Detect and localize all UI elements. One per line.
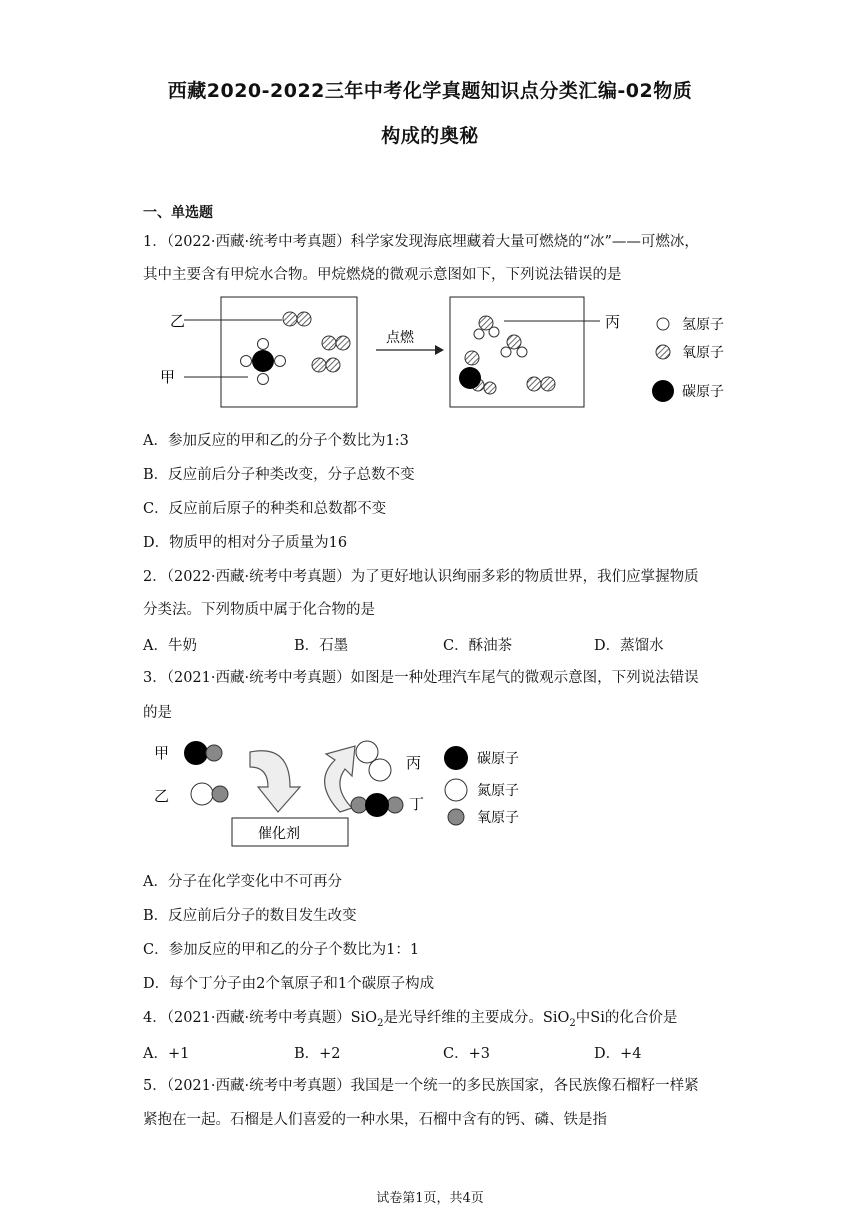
q4-stem-pre: 4．（2021·西藏·统考中考真题）SiO (143, 1010, 378, 1026)
q1-label-bing: 丙 (605, 313, 621, 331)
o2-molecule (283, 312, 311, 326)
q1-label-yi: 乙 (170, 312, 186, 330)
q3-legend-n: 氮原子 (477, 783, 519, 799)
q1-option-d: D．物质甲的相对分子质量为16 (143, 535, 348, 551)
legend-hydrogen-icon (657, 318, 669, 330)
q3-option-a: A．分子在化学变化中不可再分 (143, 874, 342, 890)
q4-stem-sub2: 2 (569, 1017, 576, 1029)
h2o-molecule (474, 316, 499, 339)
q5-stem-line2: 紧抱在一起。石榴是人们喜爱的一种水果，石榴中含有的钙、磷、铁是指 (143, 1112, 607, 1128)
page-footer: 试卷第1页，共4页 (376, 1191, 484, 1206)
q4-stem-mid: 是光导纤维的主要成分。SiO (383, 1010, 570, 1026)
q1-legend-h: 氢原子 (682, 317, 724, 333)
q4-option-a: A．+1 (143, 1046, 190, 1062)
q2-option-c: C．酥油茶 (443, 638, 513, 654)
n2-molecule (356, 741, 391, 781)
q1-stem-line2: 其中主要含有甲烷水合物。甲烷燃烧的微观示意图如下，下列说法错误的是 (143, 267, 622, 283)
q3-option-c: C．参加反应的甲和乙的分子个数比为1：1 (143, 942, 420, 958)
q4-option-c: C．+3 (443, 1046, 490, 1062)
q3-legend-c: 碳原子 (477, 751, 519, 767)
q3-label-ding: 丁 (409, 795, 425, 813)
q3-catalyst-diagram (150, 732, 590, 852)
o2-molecule (322, 336, 350, 350)
section-heading: 一、单选题 (143, 205, 213, 221)
q4-stem (143, 1008, 677, 1034)
q3-option-d: D．每个丁分子由2个氧原子和1个碳原子构成 (143, 976, 435, 992)
document-title-line1: 西藏2020-2022三年中考化学真题知识点分类汇编-02物质 (167, 80, 693, 102)
q3-catalyst-label: 催化剂 (258, 826, 300, 842)
q3-option-b: B．反应前后分子的数目发生改变 (143, 908, 357, 924)
q3-label-bing: 丙 (406, 754, 422, 772)
q1-legend-o: 氧原子 (682, 345, 724, 361)
q2-option-a: A．牛奶 (143, 638, 197, 654)
q3-stem-line1: 3．（2021·西藏·统考中考真题）如图是一种处理汽车尾气的微观示意图，下列说法错误 (143, 670, 699, 686)
q4-option-d: D．+4 (594, 1046, 642, 1062)
co-molecule (184, 741, 222, 765)
q5-stem-line1: 5．（2021·西藏·统考中考真题）我国是一个统一的多民族国家，各民族像石榴籽一样紧 (143, 1078, 699, 1094)
q2-stem-line1: 2．（2022·西藏·统考中考真题）为了更好地认识绚丽多彩的物质世界，我们应掌握物质 (143, 569, 699, 585)
legend-nitrogen-icon (445, 779, 467, 801)
o2-molecule (312, 358, 340, 372)
q1-arrow-label: 点燃 (386, 330, 414, 346)
q3-stem-line2: 的是 (143, 705, 172, 721)
curved-arrow-up-icon (325, 746, 355, 812)
legend-carbon-icon (652, 380, 674, 402)
q3-label-yi: 乙 (154, 787, 170, 805)
legend-oxygen-icon (448, 809, 464, 825)
q1-label-jia: 甲 (160, 368, 176, 386)
o2-molecule (465, 351, 479, 365)
q4-stem-post: 中Si的化合价是 (575, 1010, 678, 1026)
q2-option-d: D．蒸馏水 (594, 638, 664, 654)
document-title-line2: 构成的奥秘 (381, 125, 479, 147)
q1-option-b: B．反应前后分子种类改变，分子总数不变 (143, 467, 415, 483)
q3-legend-o: 氧原子 (477, 810, 519, 826)
q4-stem-sub1: 2 (377, 1017, 384, 1029)
co2-molecule (351, 793, 403, 817)
o2-molecule (527, 377, 555, 391)
q1-option-c: C．反应前后原子的种类和总数都不变 (143, 501, 387, 517)
q1-reaction-diagram (150, 290, 750, 415)
q4-option-b: B．+2 (294, 1046, 341, 1062)
legend-oxygen-icon (656, 345, 670, 359)
q1-stem-line1: 1．（2022·西藏·统考中考真题）科学家发现海底埋藏着大量可燃烧的“冰”——可燃冰， (143, 234, 699, 250)
ch4-molecule (241, 339, 286, 385)
q2-option-b: B．石墨 (294, 638, 349, 654)
no-molecule (191, 783, 228, 805)
legend-carbon-icon (444, 746, 468, 770)
q2-stem-line2: 分类法。下列物质中属于化合物的是 (143, 602, 375, 618)
h2o-molecule (501, 335, 527, 357)
q3-label-jia: 甲 (154, 744, 170, 762)
curved-arrow-down-icon (250, 751, 300, 812)
q1-option-a: A．参加反应的甲和乙的分子个数比为1:3 (143, 433, 409, 449)
q1-legend-c: 碳原子 (682, 384, 724, 400)
co2-molecule (459, 367, 496, 394)
